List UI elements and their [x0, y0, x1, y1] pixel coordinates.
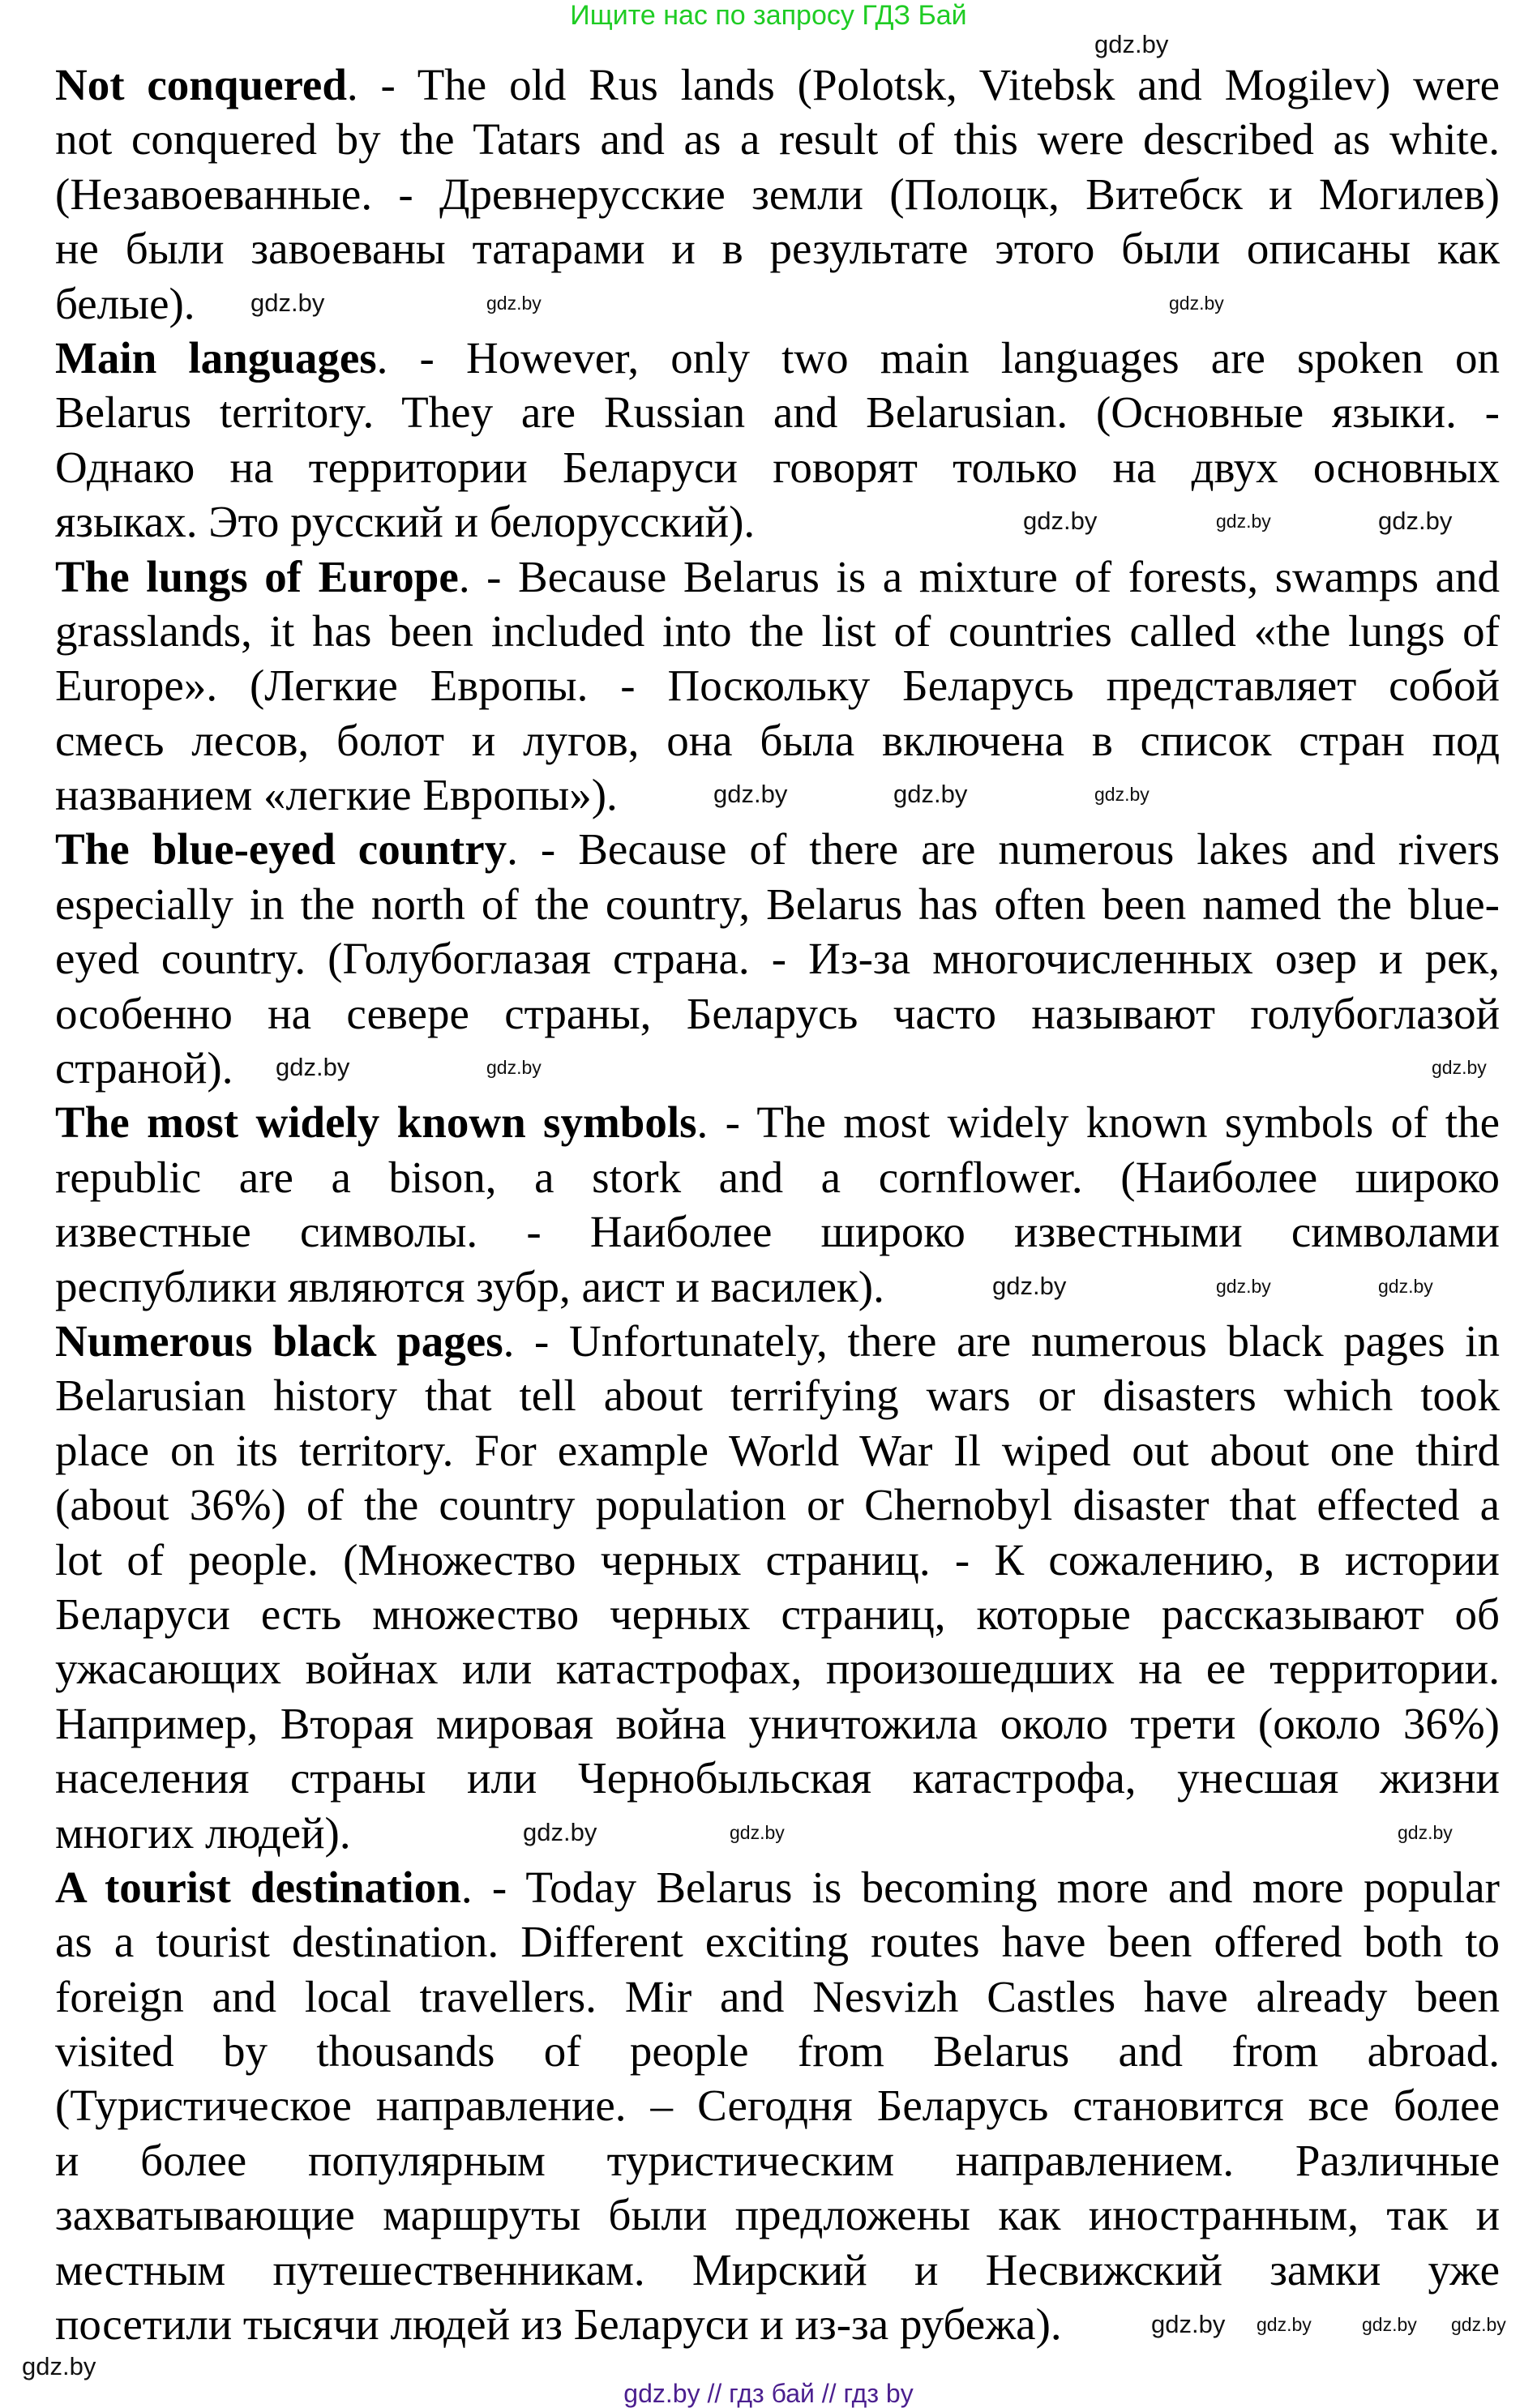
paragraph-term: Main languages	[55, 332, 377, 383]
watermark: gdz.by	[1216, 1276, 1271, 1297]
text-line	[55, 822, 1500, 876]
watermark: gdz.by	[1094, 784, 1150, 805]
line-text: . - Unfortunately, there are numerous black pages in	[503, 1315, 1501, 1366]
paragraph-term: A tourist destination	[55, 1862, 461, 1912]
line-text: захватывающие маршруты были предложены как иностранным, так и	[55, 2190, 1500, 2240]
watermark: gdz.by	[1451, 2314, 1506, 2335]
line-text: местным путешественникам. Мирский и Несвижский замки уже	[55, 2244, 1500, 2295]
text-line	[55, 658, 1500, 712]
text-line	[55, 385, 1500, 439]
text-line	[55, 221, 1500, 276]
text-line	[55, 1095, 1500, 1149]
text-line	[55, 2133, 1500, 2188]
text-line	[55, 1478, 1500, 1532]
watermark: gdz.by	[1151, 2310, 1226, 2338]
watermark: gdz.by	[1023, 507, 1098, 535]
text-line	[55, 331, 1500, 385]
line-text: . - The most widely known symbols of the	[696, 1097, 1500, 1148]
text-line	[55, 1533, 1500, 1587]
line-text: известные символы. - Наиболее широко известными символами	[55, 1207, 1500, 1257]
watermark: gdz.by	[730, 1822, 785, 1843]
line-text: place on its territory. For example World War Il wiped out about one third	[55, 1425, 1500, 1475]
line-text: языках. Это русский и белорусский).	[55, 497, 756, 547]
text-line	[55, 1696, 1500, 1751]
text-line	[55, 1314, 1500, 1368]
line-text: republic are a bison, a stork and a cornflower. (Наиболее широко	[55, 1152, 1500, 1202]
watermark: gdz.by	[22, 2352, 96, 2380]
line-text: названием «легкие Европы»).	[55, 770, 618, 820]
line-text: ужасающих войнах или катастрофах, произошедших на ее территории.	[55, 1644, 1500, 1694]
text-line	[55, 1260, 1500, 1314]
paragraph-term: The lungs of Europe	[55, 551, 459, 601]
text-line	[55, 877, 1500, 931]
text-line	[55, 1204, 1500, 1259]
watermark: gdz.by	[486, 1057, 542, 1078]
text-line	[55, 2024, 1500, 2078]
text-line	[55, 1860, 1500, 1914]
line-text: многих людей).	[55, 1807, 351, 1858]
watermark: gdz.by	[1378, 507, 1453, 535]
line-text: (Туристическое направление. – Сегодня Беларусь становится все более	[55, 2081, 1500, 2131]
text-line	[55, 931, 1500, 986]
line-text: посетили тысячи людей из Беларуси и из-за рубежа).	[55, 2299, 1062, 2350]
text-line	[55, 1641, 1500, 1696]
text-line	[55, 550, 1500, 604]
text-line	[55, 167, 1500, 221]
line-text: lot of people. (Множество черных страниц. - К сожалению, в истории	[55, 1534, 1500, 1585]
paragraph	[55, 1314, 1500, 1860]
line-text: Однако на территории Беларуси говорят только на двух основных	[55, 442, 1500, 492]
line-text: Беларуси есть множество черных страниц, которые рассказывают об	[55, 1589, 1500, 1639]
line-text: республики являются зубр, аист и василек).	[55, 1261, 884, 1311]
line-text: . - Today Belarus is becoming more and more popular	[460, 1862, 1500, 1912]
paragraph-term: Not conquered	[55, 60, 347, 109]
line-text: especially in the north of the country, Belarus has often been named the blue-	[55, 879, 1500, 929]
watermark: gdz.by	[893, 780, 968, 808]
line-text: (Незавоеванные. - Древнерусские земли (Полоцк, Витебск и Могилев)	[55, 169, 1500, 219]
line-text: населения страны или Чернобыльская катастрофа, унесшая жизни	[55, 1753, 1500, 1803]
line-text: Например, Вторая мировая война уничтожила около трети (около 36%)	[55, 1698, 1500, 1748]
text-line	[55, 1368, 1500, 1422]
watermark: gdz.by	[992, 1272, 1067, 1300]
text-line	[55, 1970, 1500, 2024]
line-text: Europe». (Легкие Европы. - Поскольку Беларусь представляет собой	[55, 661, 1500, 711]
text-line	[55, 2188, 1500, 2242]
line-text: eyed country. (Голубоглазая страна. - Из-за многочисленных озер и рек,	[55, 934, 1500, 984]
line-text: белые).	[55, 278, 195, 328]
paragraph	[55, 822, 1500, 1095]
watermark: gdz.by	[523, 1818, 597, 1846]
text-line	[55, 1587, 1500, 1641]
watermark: gdz.by	[486, 293, 542, 314]
line-text: . - The old Rus lands (Polotsk, Vitebsk and Mogilev) were	[346, 60, 1500, 109]
footer-links: gdz.by // гдз бай // гдз by	[623, 2379, 914, 2408]
text-line	[55, 2078, 1500, 2132]
line-text: Belarusian history that tell about terrifying wars or disasters which took	[55, 1371, 1500, 1421]
watermark: gdz.by	[1378, 1276, 1433, 1297]
line-text: not conquered by the Tatars and as a result of this were described as white.	[55, 114, 1500, 165]
text-line	[55, 986, 1500, 1041]
paragraph-term: Numerous black pages	[55, 1315, 503, 1366]
line-text: grasslands, it has been included into the list of countries called «the lungs of	[55, 605, 1500, 656]
text-line	[55, 713, 1500, 768]
paragraph	[55, 1860, 1500, 2352]
text-line	[55, 58, 1500, 112]
line-text: не были завоеваны татарами и в результате этого были описаны как	[55, 224, 1500, 274]
line-text: (about 36%) of the country population or Chernobyl disaster that effected a	[55, 1480, 1500, 1530]
line-text: Belarus territory. They are Russian and Belarusian. (Основные языки. -	[55, 387, 1500, 438]
line-text: foreign and local travellers. Mir and Nesvizh Castles have already been	[55, 1971, 1500, 2021]
text-line	[55, 2243, 1500, 2297]
line-text: . - Because Belarus is a mixture of forests, swamps and	[458, 551, 1500, 601]
paragraph	[55, 1095, 1500, 1314]
text-line	[55, 112, 1500, 166]
watermark: gdz.by	[1257, 2314, 1312, 2335]
line-text: visited by thousands of people from Belarus and from abroad.	[55, 2026, 1500, 2077]
text-line	[55, 494, 1500, 549]
line-text: смесь лесов, болот и лугов, она была включена в список стран под	[55, 715, 1500, 765]
text-line	[55, 1150, 1500, 1204]
watermark: gdz.by	[250, 289, 325, 317]
search-banner: Ищите нас по запросу ГДЗ Бай	[570, 0, 967, 31]
watermark: gdz.by	[1094, 30, 1169, 58]
line-text: и более популярным туристическим направлением. Различные	[55, 2135, 1500, 2185]
text-line	[55, 440, 1500, 494]
line-text: особенно на севере страны, Беларусь часто называют голубоглазой	[55, 988, 1500, 1038]
line-text: as a tourist destination. Different exciting routes have been offered both to	[55, 1917, 1500, 1967]
watermark: gdz.by	[713, 780, 788, 808]
watermark: gdz.by	[1169, 293, 1224, 314]
text-line	[55, 1423, 1500, 1478]
line-text: . - Because of there are numerous lakes and rivers	[507, 824, 1500, 875]
watermark: gdz.by	[1362, 2314, 1417, 2335]
text-line	[55, 1751, 1500, 1805]
line-text: . - However, only two main languages are spoken on	[376, 332, 1500, 383]
watermark: gdz.by	[1398, 1822, 1453, 1843]
text-line	[55, 1914, 1500, 1969]
watermark: gdz.by	[276, 1053, 350, 1081]
text-line	[55, 604, 1500, 658]
paragraph-term: The most widely known symbols	[55, 1097, 697, 1148]
watermark: gdz.by	[1216, 511, 1271, 532]
text-line	[55, 1041, 1500, 1095]
line-text: страной).	[55, 1043, 233, 1093]
watermark: gdz.by	[1432, 1057, 1487, 1078]
paragraph	[55, 331, 1500, 550]
paragraph-term: The blue-eyed country	[55, 824, 507, 875]
document-body	[55, 58, 1500, 2351]
